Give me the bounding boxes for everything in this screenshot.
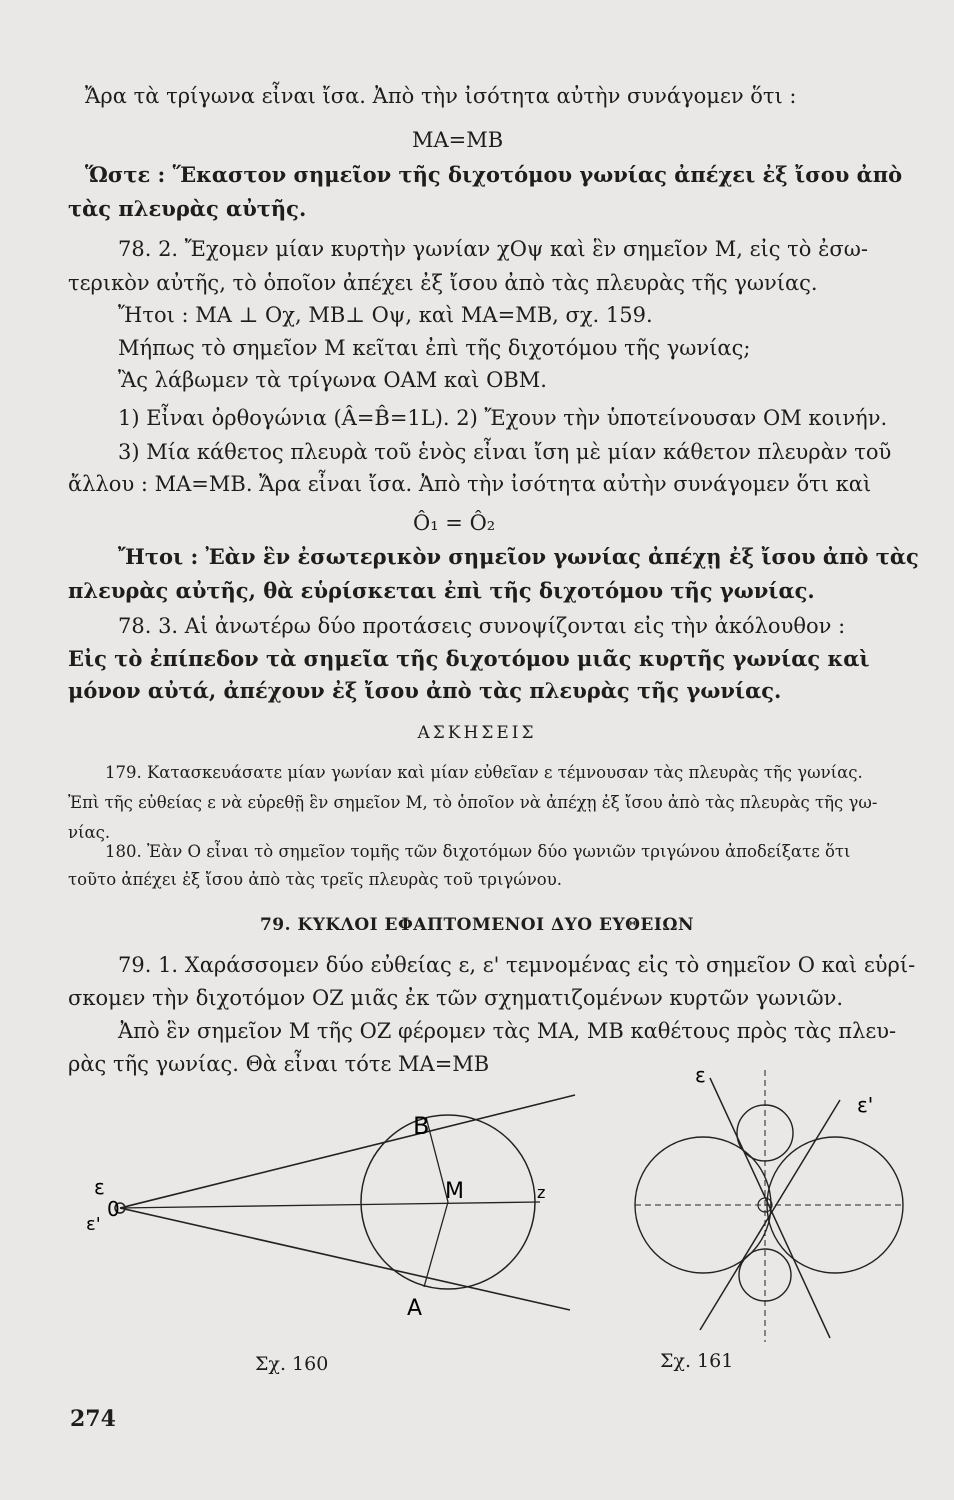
label-o: 0 [107,1197,120,1221]
text-line: νίας. [68,823,111,842]
figure-161 [625,1060,910,1350]
text-line: ἄλλου : MA=MB. Ἄρα εἶναι ἴσα. Ἀπὸ τὴν ἰσότητα αὐτὴν συνάγομεν ὅτι καὶ [68,472,872,496]
page-number: 274 [70,1406,116,1432]
line-epsilon [710,1078,830,1338]
section-78-2: 78. 2. Ἔχομεν μίαν κυρτὴν γωνίαν χΟψ καὶ ἓν σημεῖον Μ, εἰς τὸ ἐσω- [118,237,868,261]
text-line: τὰς πλευρὰς αὐτῆς. [68,196,307,221]
text-line: 1) Εἶναι ὀρθογώνια (Â=B̂=1L). 2) Ἔχουν τὴν ὑποτείνουσαν ΟΜ κοινήν. [118,406,888,430]
figure-160 [70,1090,590,1340]
exercise-179: 179. Κατασκευάσατε μίαν γωνίαν καὶ μίαν εὐθεῖαν ε τέμνουσαν τὰς πλευρὰς τῆς γωνίας. [105,763,863,782]
section-78-3: 78. 3. Αἱ ἀνωτέρω δύο προτάσεις συνοψίζονται εἰς τὴν ἀκόλουθον : [118,614,846,638]
label-epsilon-prime: ε' [86,1214,101,1235]
label-epsilon-prime: ε' [857,1093,874,1117]
text-line: Ἤτοι : MA ⊥ Oχ, MB⊥ Oψ, καὶ MA=MB, σχ. 159. [118,303,653,327]
text-line: Ἐπὶ τῆς εὐθείας ε νὰ εὑρεθῇ ἓν σημεῖον Μ, τὸ ὁποῖον νὰ ἀπέχῃ ἐξ ἴσου ἀπὸ τὰς πλευρὰς τῆς γω- [68,793,878,812]
text-line: τερικὸν αὐτῆς, τὸ ὁποῖον ἀπέχει ἐξ ἴσου ἀπὸ τὰς πλευρὰς τῆς γωνίας. [68,271,818,295]
text-line: πλευρὰς αὐτῆς, θὰ εὑρίσκεται ἐπὶ τῆς διχοτόμου τῆς γωνίας. [68,578,815,603]
exercises-heading: ΑΣΚΗΣΕΙΣ [417,723,537,743]
text-line: μόνον αὐτά, ἀπέχουν ἐξ ἴσου ἀπὸ τὰς πλευρὰς τῆς γωνίας. [68,678,782,703]
text-line: Ἤτοι : Ἐὰν ἓν ἐσωτερικὸν σημεῖον γωνίας ἀπέχῃ ἐξ ἴσου ἀπὸ τὰς [118,544,919,569]
label-b: B [413,1112,430,1140]
line-epsilon-prime [700,1100,840,1330]
text-line: σκομεν τὴν διχοτόμον ΟΖ μιᾶς ἐκ τῶν σχηματιζομένων κυρτῶν γωνιῶν. [68,986,844,1010]
section-79-heading: 79. ΚΥΚΛΟΙ ΕΦΑΠΤΟΜΕΝΟΙ ΔΥΟ ΕΥΘΕΙΩΝ [259,915,695,935]
text-line: Εἰς τὸ ἐπίπεδον τὰ σημεῖα τῆς διχοτόμου μιᾶς κυρτῆς γωνίας καὶ [68,646,870,671]
text-line: Ἄρα τὰ τρίγωνα εἶναι ἴσα. Ἀπὸ τὴν ἰσότητα αὐτὴν συνάγομεν ὅτι : [85,84,797,108]
text-line: Ἀπὸ ἓν σημεῖον Μ τῆς ΟΖ φέρομεν τὰς ΜΑ, ΜΒ καθέτους πρὸς τὰς πλευ- [118,1019,897,1043]
segment-ma [424,1202,448,1287]
line-epsilon-prime [120,1208,570,1310]
label-epsilon: ε [695,1063,706,1087]
line-epsilon [120,1095,575,1208]
label-a: A [407,1296,423,1321]
section-79-1: 79. 1. Χαράσσομεν δύο εὐθείας ε, ε' τεμνομένας εἰς τὸ σημεῖον Ο καὶ εὑρί- [118,953,916,977]
text-line: Ἂς λάβωμεν τὰ τρίγωνα ΟΑΜ καὶ ΟΒΜ. [118,368,547,392]
exercise-180: 180. Ἐὰν Ο εἶναι τὸ σημεῖον τομῆς τῶν διχοτόμων δύο γωνιῶν τριγώνου ἀποδείξατε ὅτι [105,842,851,861]
text-line: τοῦτο ἀπέχει ἐξ ἴσου ἀπὸ τὰς τρεῖς πλευρὰς τοῦ τριγώνου. [68,870,562,889]
text-line: Μήπως τὸ σημεῖον Μ κεῖται ἐπὶ τῆς διχοτόμου τῆς γωνίας; [118,336,751,360]
caption-161: Σχ. 161 [660,1350,734,1372]
caption-160: Σχ. 160 [255,1353,329,1375]
text-line: 3) Μία κάθετος πλευρὰ τοῦ ἑνὸς εἶναι ἴση μὲ μίαν κάθετον πλευρὰν τοῦ [118,440,892,464]
label-z: z [537,1183,546,1202]
equation: MA=MB [412,128,504,152]
text-line: ρὰς τῆς γωνίας. Θὰ εἶναι τότε MA=MB [68,1052,490,1076]
bisector-oz [120,1202,540,1208]
text-line: Ὥστε : Ἕκαστον σημεῖον τῆς διχοτόμου γωνίας ἀπέχει ἐξ ἴσου ἀπὸ [85,162,903,187]
label-epsilon: ε [94,1175,105,1199]
label-m: M [445,1179,464,1204]
equation: Ô₁ = Ô₂ [413,511,496,535]
